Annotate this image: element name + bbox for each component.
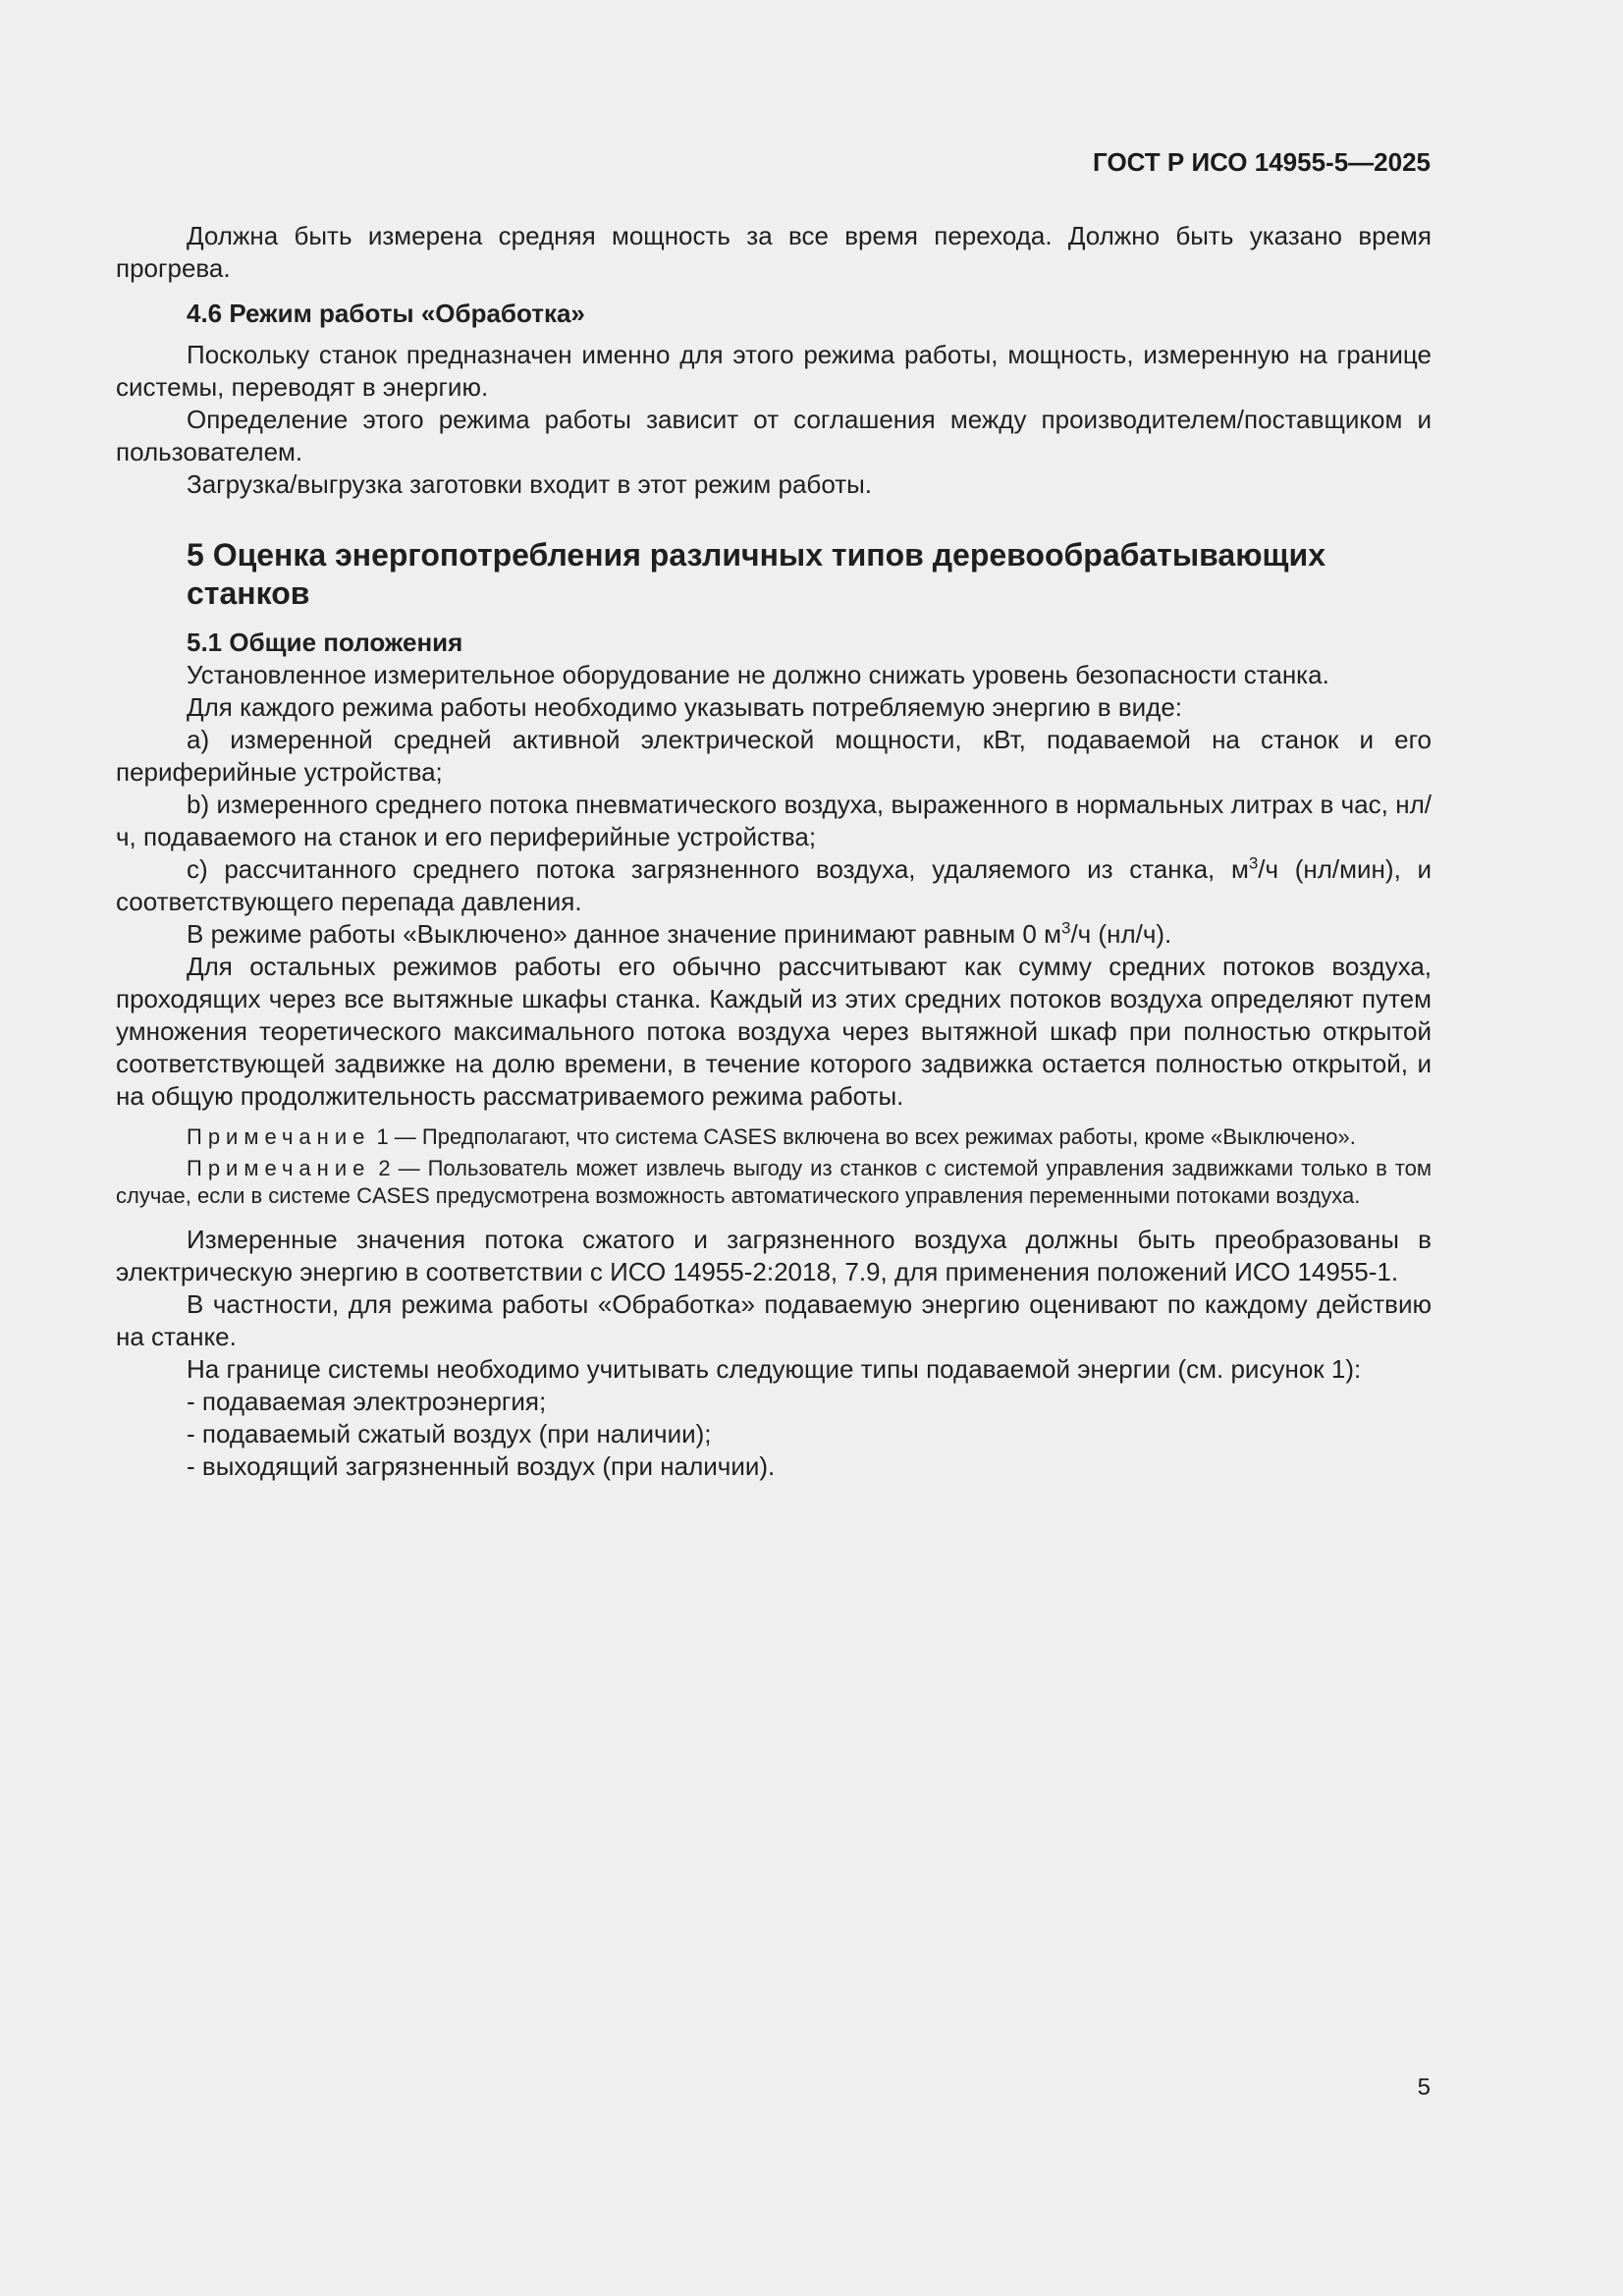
superscript-3: 3 (1060, 918, 1071, 938)
paragraph-4-6-3: Загрузка/выгрузка заготовки входит в этот режим работы. (187, 469, 873, 499)
document-code-header: ГОСТ Р ИСО 14955-5—2025 (1093, 147, 1431, 177)
paragraph-4-6-2: Определение этого режима работы зависит от соглашения между производителем/поставщиком и пользователем. (116, 405, 1432, 466)
paragraph-4-6-1: Поскольку станок предназначен именно для этого режима работы, мощность, измеренную на границе системы, переводят в энергию. (116, 340, 1432, 402)
dash-list-item: - подаваемый сжатый воздух (при наличии); (187, 1419, 712, 1449)
paragraph-intro: Должна быть измерена средняя мощность за все время перехода. Должно быть указано время прогрева. (116, 221, 1432, 283)
note-1-text: 1 — Предполагают, что система CASES включена во всех режимах работы, кроме «Выключено». (370, 1124, 1356, 1149)
paragraph-off-mode (116, 918, 1432, 951)
paragraph-off-mode-text-2: /ч (нл/ч). (1070, 919, 1172, 949)
section-5-1-heading: 5.1 Общие положения (187, 628, 463, 657)
list-item-c (116, 853, 1432, 918)
paragraph-5-1-2: Для каждого режима работы необходимо указывать потребляемую энергию в виде: (187, 692, 1183, 722)
paragraph-processing-mode: В частности, для режима работы «Обработка» подаваемую энергию оценивают по каждому действию на станке. (116, 1289, 1432, 1351)
list-item-c-text-2: /ч (нл/мин), и соответствующего перепада давления. (116, 854, 1432, 916)
note-1 (116, 1123, 1432, 1151)
superscript-3: 3 (1248, 853, 1259, 873)
section-5-heading: 5 Оценка энергопотребления различных типов деревообрабатывающих станков (187, 537, 1326, 611)
notes-block (116, 1123, 1432, 1210)
list-item-b: b) измеренного среднего потока пневматического воздуха, выраженного в нормальных литрах в час, нл/ч, подаваемого на станок и его периферийные устройства; (116, 790, 1432, 851)
dash-list-item: - выходящий загрязненный воздух (при наличии). (187, 1451, 776, 1481)
note-2-label: Примечание (187, 1156, 371, 1180)
note-2-text: 2 — Пользователь может извлечь выгоду из станков с системой управления задвижками только в том случае, если в системе CASES предусмотрена возможность автоматического управления переменными потоками воздуха. (116, 1156, 1432, 1208)
paragraph-system-boundary: На границе системы необходимо учитывать следующие типы подаваемой энергии (см. рисунок 1): (187, 1354, 1362, 1384)
note-1-label: Примечание (187, 1124, 371, 1149)
section-4-6-heading: 4.6 Режим работы «Обработка» (187, 299, 585, 328)
page-number: 5 (1417, 2074, 1431, 2101)
note-2 (116, 1155, 1432, 1210)
paragraph-off-mode-text-1: В режиме работы «Выключено» данное значение принимают равным 0 м (187, 919, 1061, 949)
paragraph-5-1-1: Установленное измерительное оборудование не должно снижать уровень безопасности станка. (187, 660, 1329, 689)
dash-list-item: - подаваемая электроэнергия; (187, 1387, 547, 1416)
paragraph-other-modes: Для остальных режимов работы его обычно рассчитывают как сумму средних потоков воздуха, проходящих через все вытяжные шкафы станка. Каждый из этих средних потоков воздуха определяют путем умножения теоретического максимального потока воздуха через вытяжной шкаф при полностью открытой соответствующей задвижке на долю времени, в течение которого задвижка остается полностью открытой, и на общую продолжительность рассматриваемого режима работы. (116, 952, 1432, 1111)
list-item-c-text-1: c) рассчитанного среднего потока загрязненного воздуха, удаляемого из станка, м (187, 854, 1249, 884)
list-item-a: a) измеренной средней активной электрической мощности, кВт, подаваемой на станок и его периферийные устройства; (116, 725, 1432, 787)
paragraph-measured-values: Измеренные значения потока сжатого и загрязненного воздуха должны быть преобразованы в электрическую энергию в соответствии с ИСО 14955-2:2018, 7.9, для применения положений ИСО 14955-1. (116, 1225, 1432, 1286)
page-content (116, 220, 1432, 1483)
